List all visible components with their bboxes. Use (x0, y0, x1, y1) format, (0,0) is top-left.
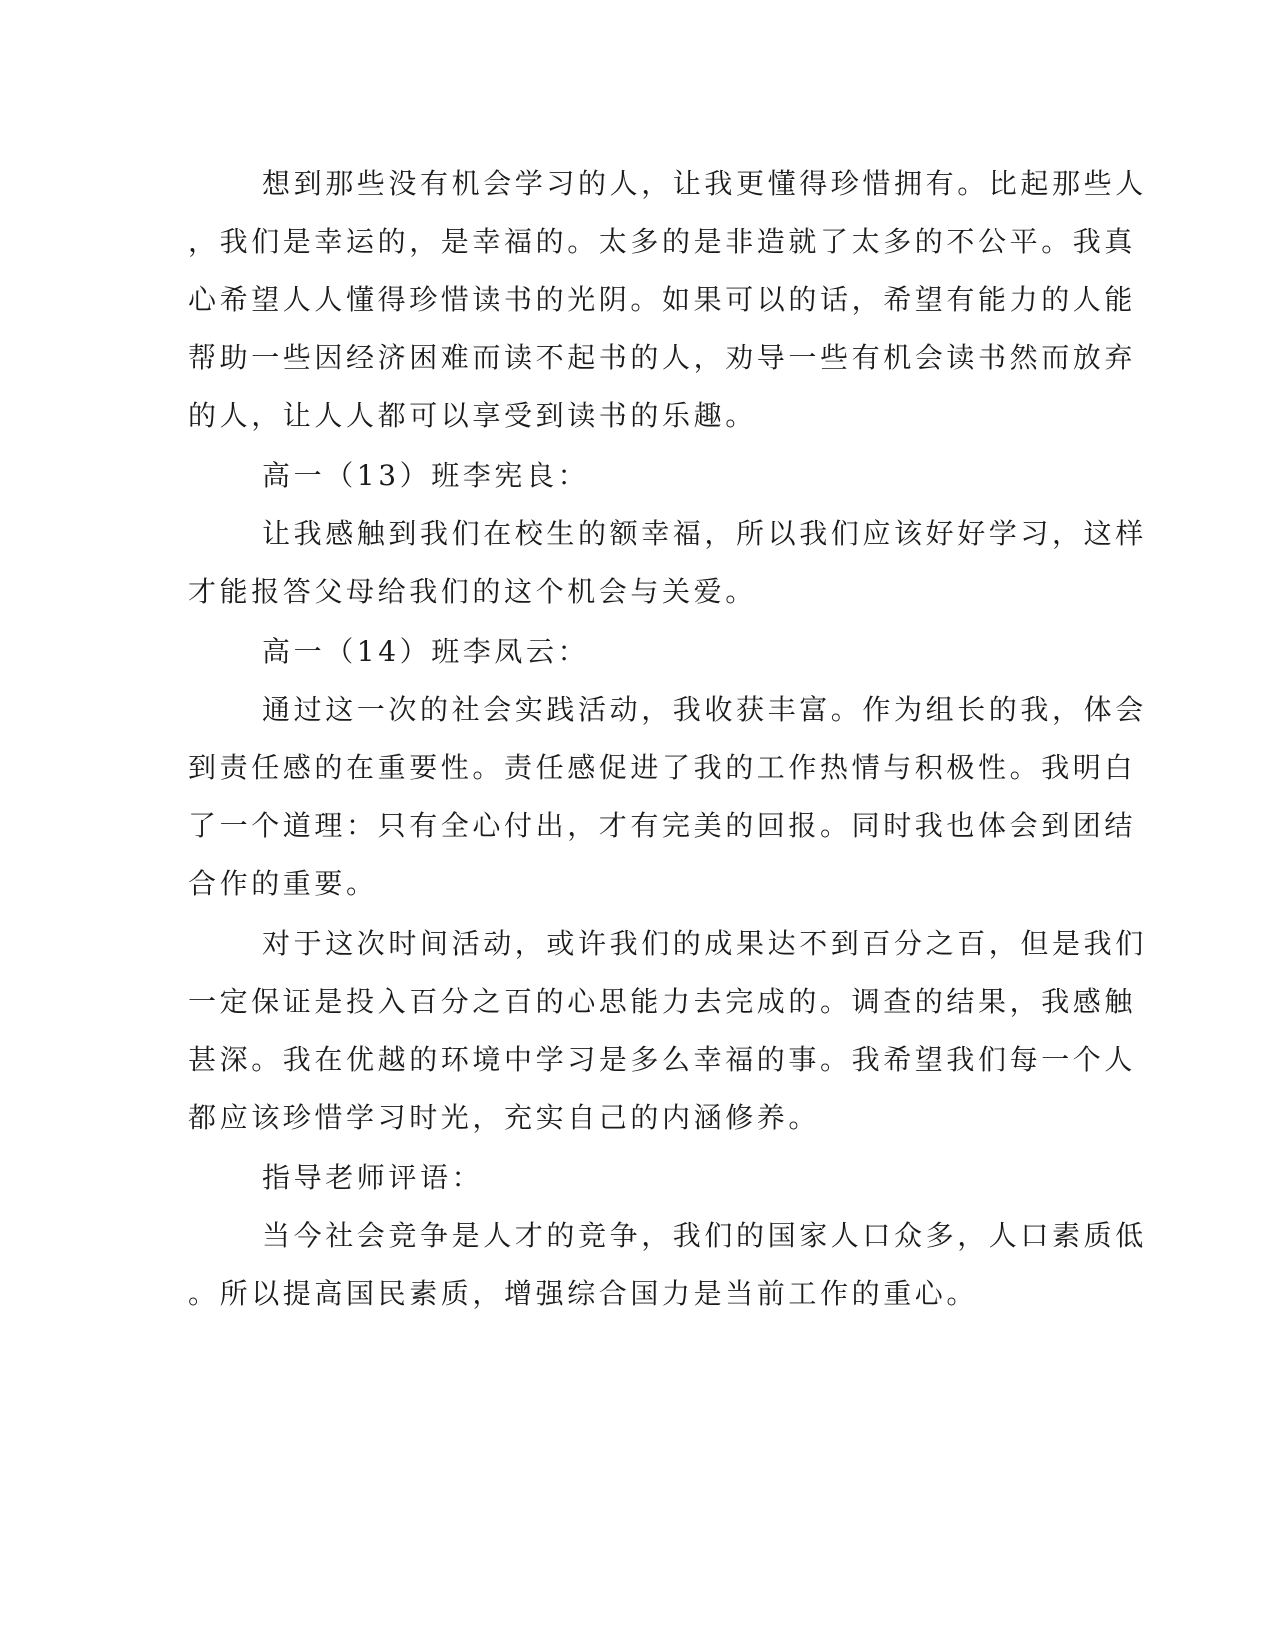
text-line: 想到那些没有机会学习的人，让我更懂得珍惜拥有。比起那些人 (262, 167, 1147, 200)
section-heading: 指导老师评语： (262, 1161, 484, 1194)
text-line: 帮助一些因经济困难而读不起书的人，劝导一些有机会读书然而放弃 (188, 341, 1137, 374)
text-line: 到责任感的在重要性。责任感促进了我的工作热情与积极性。我明白 (188, 751, 1137, 784)
text-line: 一定保证是投入百分之百的心思能力去完成的。调查的结果，我感触 (188, 985, 1137, 1018)
section-heading: 高一（13）班李宪良： (262, 459, 590, 492)
text-line: 心希望人人懂得珍惜读书的光阴。如果可以的话，希望有能力的人能 (188, 283, 1137, 316)
section-heading: 高一（14）班李凤云： (262, 635, 590, 668)
text-line: 甚深。我在优越的环境中学习是多么幸福的事。我希望我们每一个人 (188, 1043, 1137, 1076)
text-line: 。所以提高国民素质，增强综合国力是当前工作的重心。 (188, 1277, 979, 1310)
text-line: 了一个道理：只有全心付出，才有完美的回报。同时我也体会到团结 (188, 809, 1137, 842)
text-line: ，我们是幸运的，是幸福的。太多的是非造就了太多的不公平。我真 (188, 225, 1137, 258)
text-line: 让我感触到我们在校生的额幸福，所以我们应该好好学习，这样 (262, 517, 1147, 550)
text-line: 对于这次时间活动，或许我们的成果达不到百分之百，但是我们 (262, 927, 1147, 960)
text-line: 的人，让人人都可以享受到读书的乐趣。 (188, 399, 757, 432)
text-line: 都应该珍惜学习时光，充实自己的内涵修养。 (188, 1101, 821, 1134)
text-line: 当今社会竞争是人才的竞争，我们的国家人口众多，人口素质低 (262, 1219, 1147, 1252)
text-line: 合作的重要。 (188, 867, 378, 900)
text-line: 才能报答父母给我们的这个机会与关爱。 (188, 575, 757, 608)
text-line: 通过这一次的社会实践活动，我收获丰富。作为组长的我，体会 (262, 693, 1147, 726)
